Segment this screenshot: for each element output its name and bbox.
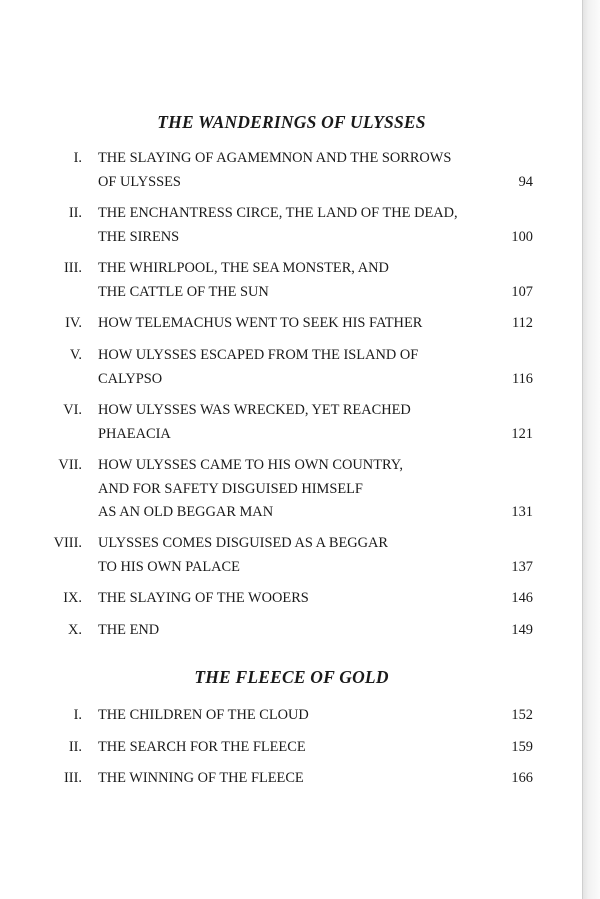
section-title: THE WANDERINGS OF ULYSSES: [157, 112, 426, 132]
page-number: 100: [511, 228, 533, 245]
page-number: 131: [511, 504, 533, 520]
page-number: 152: [511, 707, 533, 723]
chapter-number: VIII.: [53, 535, 82, 551]
chapter-number: V.: [69, 347, 82, 363]
chapter-title: THE ENCHANTRESS CIRCE, THE LAND OF THE DEAD, THE SIRENS: [98, 205, 458, 245]
chapter-title: HOW ULYSSES ESCAPED FROM THE ISLAND OF CALYPSO: [98, 347, 419, 387]
section-title: THE FLEECE OF GOLD: [194, 667, 389, 687]
chapter-number: VII.: [58, 457, 82, 473]
chapter-number: IX.: [63, 590, 82, 606]
chapter-title: HOW ULYSSES CAME TO HIS OWN COUNTRY, AND FOR SAFETY DISGUISED HIMSELF AS AN OLD BEGGAR MAN: [98, 457, 403, 520]
chapter-number: III.: [64, 260, 82, 276]
chapter-title: THE WINNING OF THE FLEECE: [98, 770, 304, 786]
chapter-title: ULYSSES COMES DISGUISED AS A BEGGAR TO HIS OWN PALACE: [98, 535, 389, 575]
chapter-number: X.: [68, 622, 82, 638]
page-number: 149: [511, 622, 533, 638]
page-number: 116: [511, 370, 533, 387]
chapter-number: III.: [64, 770, 82, 786]
chapter-title: THE CHILDREN OF THE CLOUD: [98, 707, 309, 723]
page-number: 121: [511, 425, 533, 442]
chapter-title: THE WHIRLPOOL, THE SEA MONSTER, AND THE CATTLE OF THE SUN: [98, 260, 389, 300]
page-number: 112: [511, 315, 533, 331]
page-number: 159: [511, 739, 533, 755]
chapter-title: THE END: [98, 622, 160, 638]
chapter-number: I.: [73, 150, 82, 166]
chapter-title: THE SLAYING OF THE WOOERS: [98, 590, 309, 606]
chapter-title: HOW TELEMACHUS WENT TO SEEK HIS FATHER: [98, 315, 423, 331]
page-number: 166: [511, 770, 533, 786]
chapter-number: I.: [73, 707, 82, 723]
chapter-title: THE SEARCH FOR THE FLEECE: [98, 739, 306, 755]
chapter-title: HOW ULYSSES WAS WRECKED, YET REACHED PHAEACIA: [98, 402, 411, 442]
chapter-number: IV.: [65, 315, 82, 331]
page-edge-shadow: [583, 0, 600, 899]
chapter-number: II.: [68, 205, 82, 221]
chapter-number: II.: [68, 739, 82, 755]
chapter-title: THE SLAYING OF AGAMEMNON AND THE SORROWS OF ULYSSES: [98, 150, 452, 190]
page-number: 137: [511, 558, 533, 575]
page-number: 107: [511, 283, 533, 300]
page-number: 94: [518, 173, 533, 190]
chapter-number: VI.: [63, 402, 82, 418]
page-number: 146: [511, 590, 533, 606]
